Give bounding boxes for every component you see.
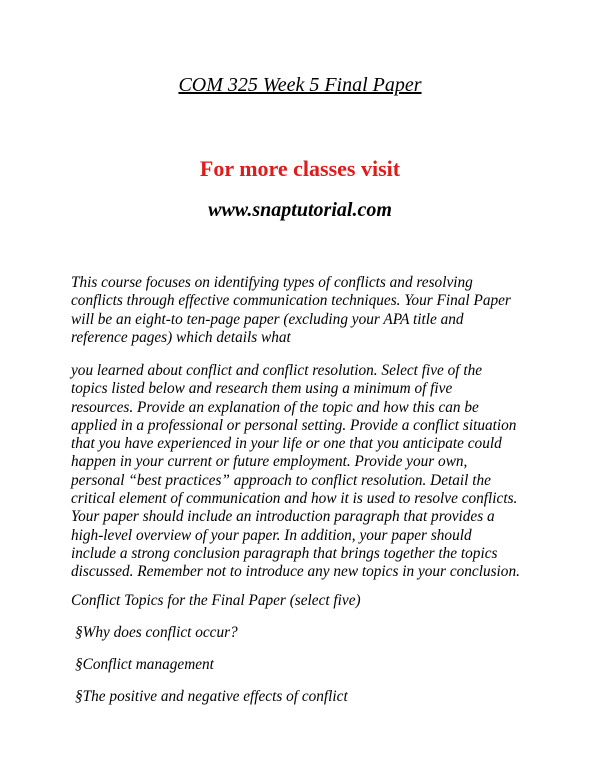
- paragraph-line: include a strong conclusion paragraph that brings together the topics: [71, 544, 498, 562]
- topic-item: §Conflict management: [75, 656, 214, 673]
- paragraph-line: This course focuses on identifying types of conflicts and resolving: [71, 274, 473, 291]
- paragraph-line: critical element of communication and how it is used to resolve conflicts.: [71, 490, 518, 508]
- paragraph-line: personal “best practices” approach to conflict resolution. Detail the: [71, 471, 491, 489]
- paragraph-details: [71, 362, 541, 582]
- paragraph-line: reference pages) which details what: [71, 328, 291, 346]
- website-link: www.snaptutorial.com: [208, 199, 392, 221]
- topic-item: §The positive and negative effects of conflict: [75, 688, 348, 705]
- document-title: COM 325 Week 5 Final Paper: [178, 74, 422, 96]
- paragraph-line: discussed. Remember not to introduce any new topics in your conclusion.: [71, 563, 520, 581]
- paragraph-line: topics listed below and research them using a minimum of five: [71, 380, 453, 398]
- paragraph-line: Your paper should include an introduction paragraph that provides a: [71, 508, 495, 526]
- paragraph-intro: [71, 274, 541, 347]
- paragraph-line: high-level overview of your paper. In addition, your paper should: [71, 526, 472, 544]
- paragraph-line: resources. Provide an explanation of the topic and how this can be: [71, 398, 479, 416]
- topics-heading: Conflict Topics for the Final Paper (select five): [71, 592, 361, 609]
- promo-text: For more classes visit: [199, 156, 401, 181]
- paragraph-line: applied in a professional or personal setting. Provide a conflict situation: [71, 416, 517, 434]
- topic-item: §Why does conflict occur?: [75, 624, 238, 641]
- paragraph-line: that you have experienced in your life or one that you anticipate could: [71, 435, 502, 453]
- paragraph-line: conflicts through effective communication techniques. Your Final Paper: [71, 292, 511, 310]
- paragraph-line: you learned about conflict and conflict resolution. Select five of the: [71, 362, 483, 379]
- paragraph-line: happen in your current or future employment. Provide your own,: [71, 453, 468, 471]
- paragraph-line: will be an eight-to ten-page paper (excluding your APA title and: [71, 310, 464, 328]
